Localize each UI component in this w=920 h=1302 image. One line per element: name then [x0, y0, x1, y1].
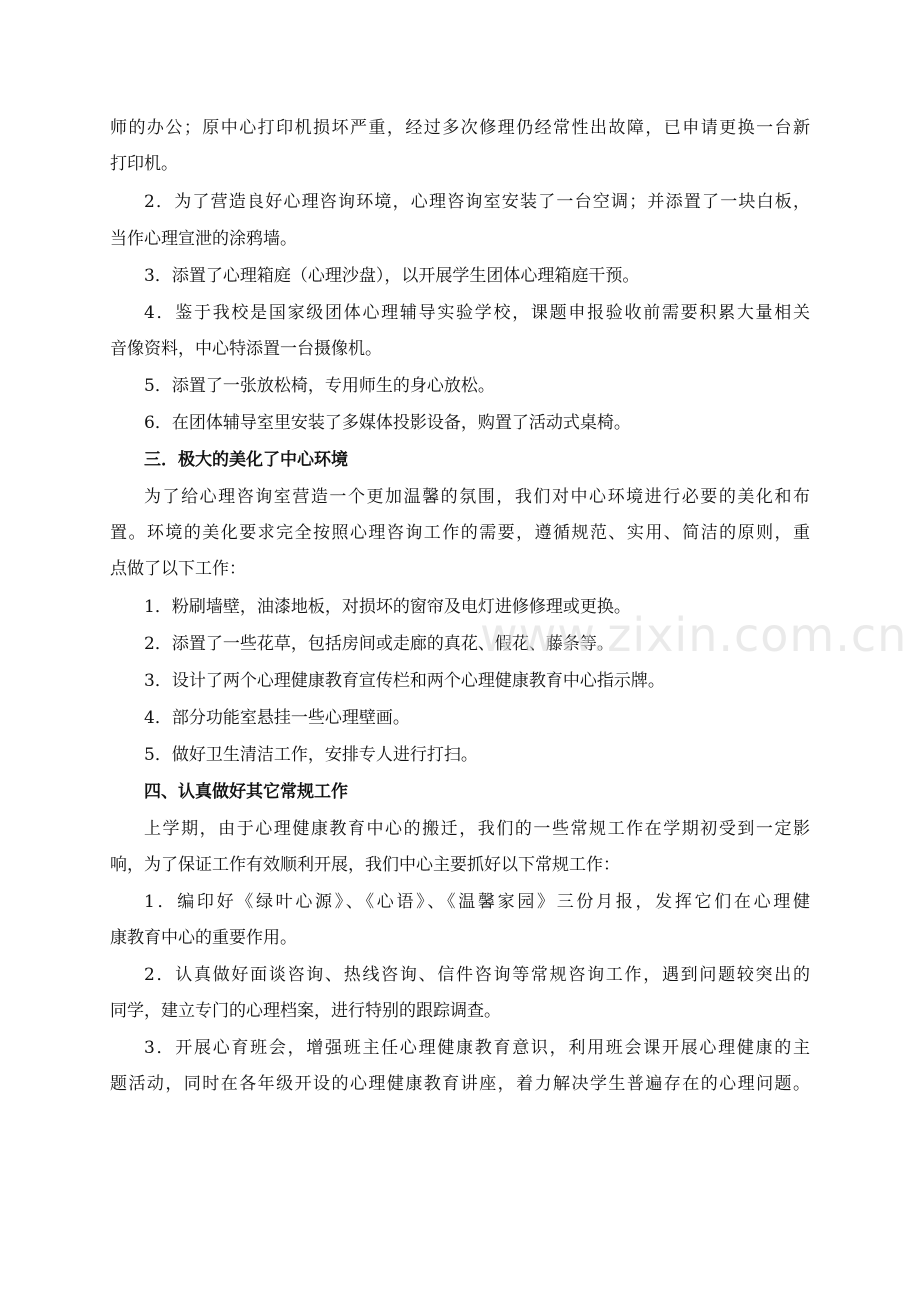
paragraph-line: 为了给心理咨询室营造一个更加温馨的氛围，我们对中心环境进行必要的美化和布	[144, 487, 810, 507]
paragraph-line: 题活动，同时在各年级开设的心理健康教育讲座，着力解决学生普遍存在的心理问题。	[110, 1074, 810, 1094]
section-heading: 三．极大的美化了中心环境	[144, 450, 348, 470]
paragraph-line: 响，为了保证工作有效顺利开展，我们中心主要抓好以下常规工作：	[110, 855, 620, 875]
list-item-line: 2．认真做好面谈咨询、热线咨询、信件咨询等常规咨询工作，遇到问题较突出的	[144, 965, 810, 985]
paragraph-line: 康教育中心的重要作用。	[110, 928, 297, 948]
watermark-text: www.zixin.com.cn	[480, 608, 908, 662]
list-item-line: 3．开展心育班会，增强班主任心理健康教育意识，利用班会课开展心理健康的主	[144, 1038, 810, 1058]
list-item-line: 5．添置了一张放松椅，专用师生的身心放松。	[144, 376, 495, 396]
paragraph-line: 上学期，由于心理健康教育中心的搬迁，我们的一些常规工作在学期初受到一定影	[144, 819, 810, 839]
paragraph-line: 同学，建立专门的心理档案，进行特别的跟踪调查。	[110, 1001, 501, 1021]
list-item-line: 4．鉴于我校是国家级团体心理辅导实验学校，课题申报验收前需要积累大量相关	[144, 303, 810, 323]
list-item-line: 2．添置了一些花草，包括房间或走廊的真花、假花、藤条等。	[144, 634, 614, 654]
list-item-line: 4．部分功能室悬挂一些心理壁画。	[144, 708, 410, 728]
list-item-line: 3．添置了心理箱庭（心理沙盘），以开展学生团体心理箱庭干预。	[144, 266, 640, 286]
list-item-line: 3．设计了两个心理健康教育宣传栏和两个心理健康教育中心指示牌。	[144, 671, 665, 691]
paragraph-line: 当作心理宣泄的涂鸦墙。	[110, 229, 297, 249]
list-item-line: 1．编印好《绿叶心源》、《心语》、《温馨家园》三份月报，发挥它们在心理健	[144, 892, 810, 912]
list-item-line: 5．做好卫生清洁工作，安排专人进行打扫。	[144, 745, 478, 765]
section-heading: 四、认真做好其它常规工作	[144, 782, 348, 802]
paragraph-line: 置。环境的美化要求完全按照心理咨询工作的需要，遵循规范、实用、简洁的原则，重	[110, 523, 810, 543]
paragraph-line: 打印机。	[110, 154, 178, 174]
paragraph-line: 点做了以下工作：	[110, 559, 246, 579]
list-item-line: 6．在团体辅导室里安装了多媒体投影设备，购置了活动式桌椅。	[144, 413, 631, 433]
list-item-line: 1．粉刷墙壁，油漆地板，对损坏的窗帘及电灯进修修理或更换。	[144, 597, 631, 617]
paragraph-line: 师的办公；原中心打印机损坏严重，经过多次修理仍经常性出故障，已申请更换一台新	[110, 118, 810, 138]
list-item-line: 2．为了营造良好心理咨询环境，心理咨询室安装了一台空调；并添置了一块白板，	[144, 192, 810, 212]
paragraph-line: 音像资料，中心特添置一台摄像机。	[110, 339, 382, 359]
